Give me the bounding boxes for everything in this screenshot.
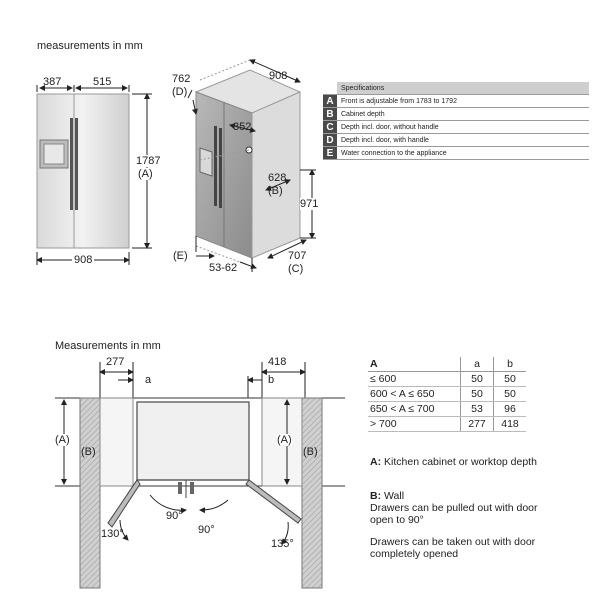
- ab-cell: 600 < A ≤ 650: [368, 387, 461, 402]
- dim-628: 628: [268, 172, 287, 184]
- dim-b-right: (B): [303, 446, 318, 458]
- dim-352: 352: [233, 121, 252, 133]
- note-a: [370, 456, 560, 468]
- front-view-fridge: [37, 94, 129, 248]
- spec-key: C: [323, 121, 337, 134]
- angle-130: 130°: [101, 528, 124, 540]
- spec-key: B: [323, 108, 337, 121]
- dim-a-right: (A): [277, 434, 292, 446]
- iso-view-fridge: [196, 70, 300, 258]
- ab-cell: 50: [494, 372, 527, 387]
- ab-cell: 50: [494, 387, 527, 402]
- spec-text: Cabinet depth: [337, 108, 589, 121]
- dim-515: 515: [93, 76, 112, 88]
- dim-971: 971: [300, 198, 319, 210]
- spec-key: A: [323, 95, 337, 108]
- right-wall: [302, 398, 322, 588]
- top-title: measurements in mm: [37, 40, 143, 52]
- spec-header: Specifications: [337, 82, 589, 95]
- ab-cell: ≤ 600: [368, 372, 461, 387]
- ab-cell: 50: [461, 372, 494, 387]
- note-c-text: Drawers can be taken out with door completely opened: [370, 536, 536, 560]
- spec-text: Front is adjustable from 1783 to 1792: [337, 95, 589, 108]
- note-c: [370, 536, 560, 560]
- bottom-title: Measurements in mm: [55, 340, 161, 352]
- ab-cell: > 700: [368, 417, 461, 432]
- spec-key: E: [323, 147, 337, 160]
- ab-cell: 96: [494, 402, 527, 417]
- dim-a: a: [145, 374, 152, 386]
- note-b-text2: Drawers can be pulled out with door open to 90°: [370, 502, 538, 526]
- dim-e-label: (E): [173, 250, 188, 262]
- dim-b: b: [268, 374, 275, 386]
- dim-1787: 1787: [136, 155, 161, 167]
- note-b-key: B:: [370, 490, 382, 502]
- angle-90-right: 90°: [198, 524, 215, 536]
- spec-key: D: [323, 134, 337, 147]
- spec-text: Depth incl. door, without handle: [337, 121, 589, 134]
- spec-text: Water connection to the appliance: [337, 147, 589, 160]
- fridge-top-view: [137, 402, 249, 480]
- ab-header-a: a: [461, 357, 494, 372]
- dim-387: 387: [43, 76, 62, 88]
- angle-135: 135°: [271, 538, 294, 550]
- dim-1787-label: (A): [138, 168, 153, 180]
- ab-cell: 50: [461, 387, 494, 402]
- note-a-text: Kitchen cabinet or worktop depth: [384, 456, 537, 468]
- note-a-key: A:: [370, 456, 382, 468]
- ab-header-A: A: [368, 357, 461, 372]
- ab-cell: 418: [494, 417, 527, 432]
- dim-908-front: 908: [74, 254, 93, 266]
- ab-cell: 650 < A ≤ 700: [368, 402, 461, 417]
- note-b: [370, 490, 560, 526]
- dim-908-iso: 908: [269, 70, 288, 82]
- left-wall: [80, 398, 100, 588]
- ab-header-b: b: [494, 357, 527, 372]
- spec-text: Depth incl. door, with handle: [337, 134, 589, 147]
- ab-cell: 53: [461, 402, 494, 417]
- clearance-table: [368, 357, 526, 432]
- specifications-table: [323, 82, 589, 160]
- dim-418: 418: [268, 356, 287, 368]
- note-b-text1: Wall: [384, 490, 405, 502]
- left-cabinet: [100, 398, 133, 486]
- dim-707: 707: [288, 250, 307, 262]
- dim-a-left: (A): [55, 434, 70, 446]
- dim-707-label: (C): [288, 263, 304, 275]
- dim-628-label: (B): [268, 185, 283, 197]
- dim-277: 277: [106, 356, 125, 368]
- angle-90-left: 90°: [166, 510, 183, 522]
- left-door-open: [108, 480, 140, 527]
- ab-cell: 277: [461, 417, 494, 432]
- dim-53-62: 53-62: [209, 262, 238, 274]
- dim-762: 762: [172, 73, 191, 85]
- dim-762-label: (D): [172, 86, 188, 98]
- dim-b-left: (B): [81, 446, 96, 458]
